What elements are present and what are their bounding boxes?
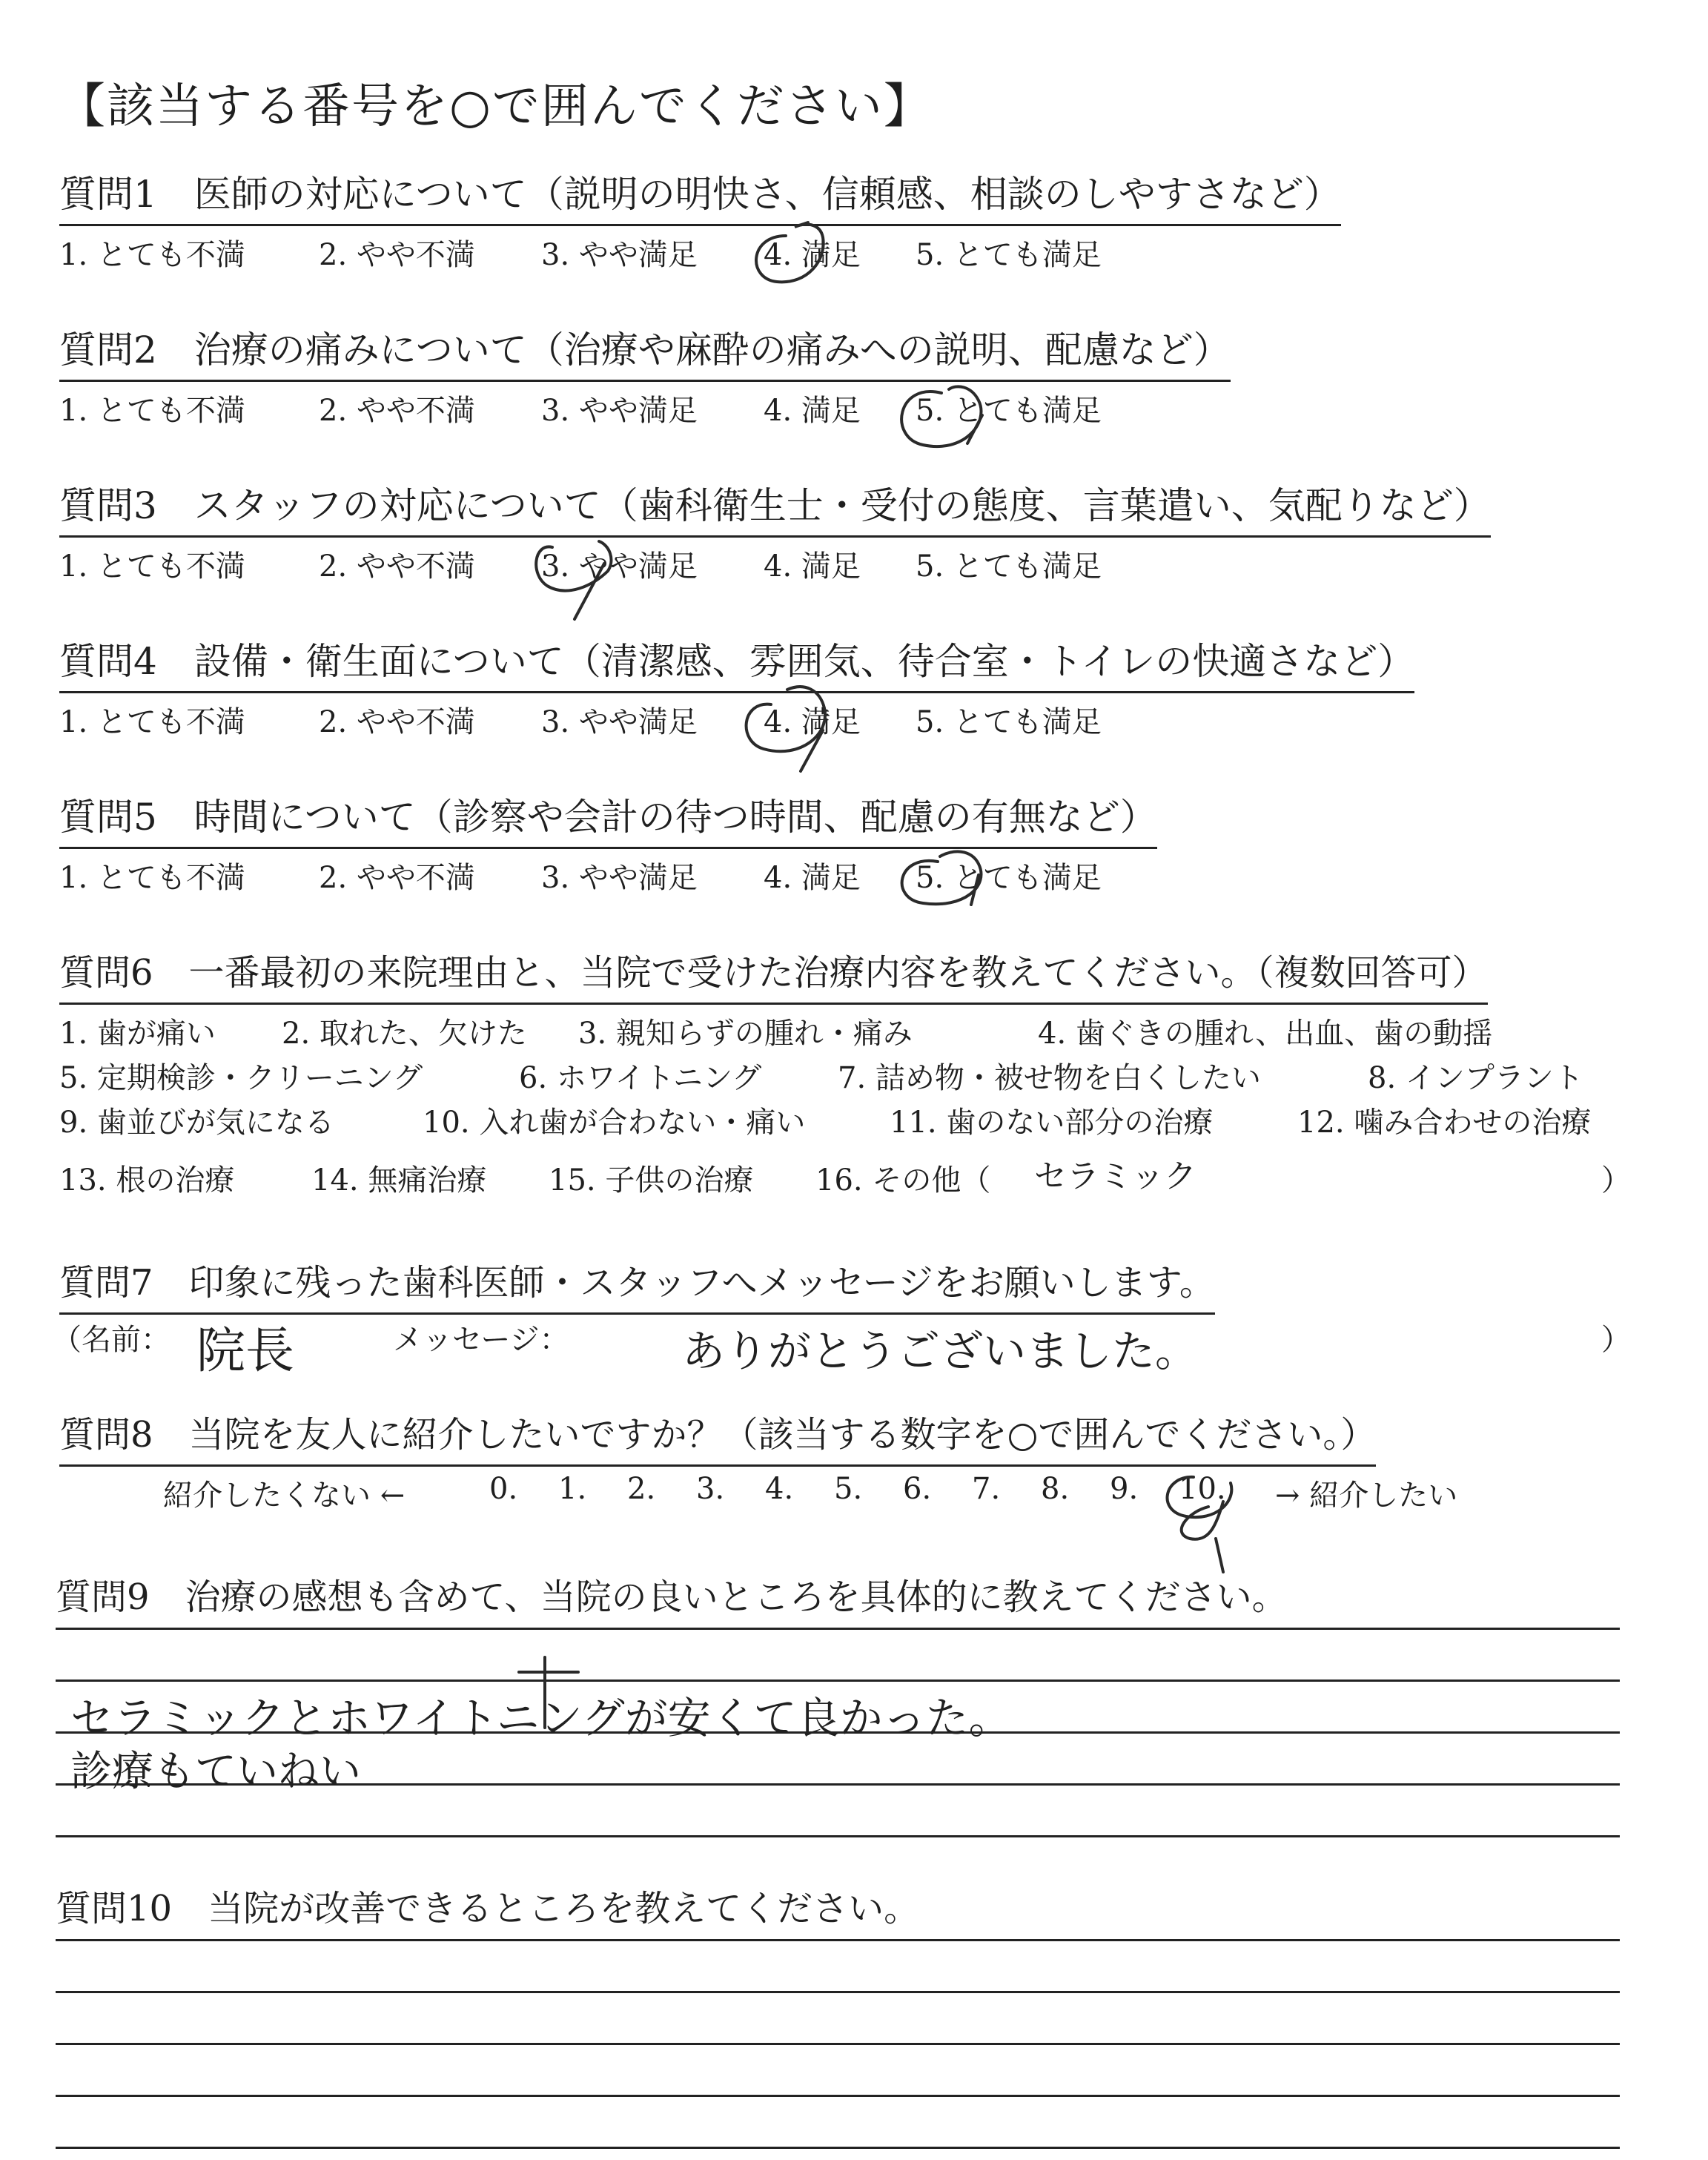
q2-option-1[interactable]: 1. とても不満 <box>59 394 245 428</box>
q7-close-paren: ） <box>1601 1323 1631 1357</box>
q4-option-3[interactable]: 3. やや満足 <box>541 705 698 739</box>
q2-option-2[interactable]: 2. やや不満 <box>319 394 475 428</box>
q9-handwritten-line-1: セラミックとホワイトニングが安くて良かった。 <box>70 1693 1012 1743</box>
q8-scale-1[interactable]: 1. <box>558 1472 587 1506</box>
q7-message-handwritten: ありがとうございました。 <box>682 1326 1199 1376</box>
q8-scale-10[interactable]: 10. <box>1179 1472 1226 1506</box>
q9-strike-mark <box>519 1657 578 1728</box>
q8-left-label: 紹介したくない ← <box>163 1479 406 1513</box>
q1-option-1[interactable]: 1. とても不満 <box>59 238 245 272</box>
q8-scale-7[interactable]: 7. <box>972 1472 1001 1506</box>
q4-circle-mark <box>747 687 825 771</box>
q4-option-5[interactable]: 5. とても満足 <box>916 705 1102 739</box>
q6-option-6[interactable]: 6. ホワイトニング <box>519 1061 762 1095</box>
q1-option-3[interactable]: 3. やや満足 <box>541 238 698 272</box>
q6-option-15[interactable]: 15. 子供の治療 <box>549 1163 754 1198</box>
q1-circle-mark <box>756 222 824 282</box>
q8-scale-4[interactable]: 4. <box>765 1472 794 1506</box>
q8-scale-6[interactable]: 6. <box>903 1472 932 1506</box>
q6-option-1[interactable]: 1. 歯が痛い <box>59 1017 216 1051</box>
q3-option-4[interactable]: 4. 満足 <box>764 549 861 584</box>
q3-circle-mark <box>536 541 611 619</box>
q6-other-handwritten: セラミック <box>1034 1157 1197 1195</box>
question-8-label: 質問8 当院を友人に紹介したいですか？（該当する数字を○で囲んでください。） <box>59 1413 1376 1467</box>
q8-scale-8[interactable]: 8. <box>1041 1472 1070 1506</box>
q2-option-4[interactable]: 4. 満足 <box>764 394 861 428</box>
q6-option-9[interactable]: 9. 歯並びが気になる <box>59 1106 334 1140</box>
q6-option-8[interactable]: 8. インプラント <box>1368 1061 1583 1095</box>
q7-name-handwritten: 院長 <box>196 1322 294 1379</box>
q2-circle-mark <box>901 386 982 446</box>
q4-option-4[interactable]: 4. 満足 <box>764 705 861 739</box>
q6-option-2[interactable]: 2. 取れた、欠けた <box>282 1017 527 1051</box>
q6-option-11[interactable]: 11. 歯のない部分の治療 <box>890 1106 1214 1140</box>
q2-option-5[interactable]: 5. とても満足 <box>916 394 1102 428</box>
q6-option-12[interactable]: 12. 噛み合わせの治療 <box>1297 1106 1592 1140</box>
page-title: 【該当する番号を○で囲んでください】 <box>58 79 933 134</box>
q8-right-label: → 紹介したい <box>1275 1479 1458 1513</box>
q3-option-3[interactable]: 3. やや満足 <box>541 549 698 584</box>
q5-circle-mark <box>902 851 982 905</box>
q8-scale-2[interactable]: 2. <box>627 1472 656 1506</box>
q4-option-1[interactable]: 1. とても不満 <box>59 705 245 739</box>
q2-option-3[interactable]: 3. やや満足 <box>541 394 698 428</box>
question-3-label: 質問3 スタッフの対応について（歯科衛生士・受付の態度、言葉遣い、気配りなど） <box>59 483 1491 538</box>
q6-option-4[interactable]: 4. 歯ぐきの腫れ、出血、歯の動揺 <box>1038 1017 1493 1051</box>
q1-option-2[interactable]: 2. やや不満 <box>319 238 475 272</box>
q8-scale-5[interactable]: 5. <box>834 1472 863 1506</box>
q9-handwritten-line-2: 診療もていねい <box>70 1748 361 1796</box>
question-6-label: 質問6 一番最初の来院理由と、当院で受けた治療内容を教えてください。（複数回答可） <box>59 951 1488 1005</box>
q6-close-paren: ） <box>1601 1163 1631 1198</box>
q8-scale-9[interactable]: 9. <box>1110 1472 1139 1506</box>
q8-scale-3[interactable]: 3. <box>696 1472 725 1506</box>
q6-option-5[interactable]: 5. 定期検診・クリーニング <box>59 1061 423 1095</box>
q3-option-5[interactable]: 5. とても満足 <box>916 549 1102 584</box>
q5-option-4[interactable]: 4. 満足 <box>764 861 861 895</box>
q4-option-2[interactable]: 2. やや不満 <box>319 705 475 739</box>
q6-option-13[interactable]: 13. 根の治療 <box>59 1163 235 1198</box>
q6-option-10[interactable]: 10. 入れ歯が合わない・痛い <box>423 1106 806 1140</box>
question-2-label: 質問2 治療の痛みについて（治療や麻酔の痛みへの説明、配慮など） <box>59 328 1231 382</box>
question-10-label: 質問10 当院が改善できるところを教えてください。 <box>56 1888 920 1929</box>
q7-message-label: メッセージ： <box>393 1323 569 1357</box>
question-1-label: 質問1 医師の対応について（説明の明快さ、信頼感、相談のしやすさなど） <box>59 172 1341 226</box>
q5-option-5[interactable]: 5. とても満足 <box>916 861 1102 895</box>
q5-option-3[interactable]: 3. やや満足 <box>541 861 698 895</box>
q5-option-2[interactable]: 2. やや不満 <box>319 861 475 895</box>
q6-option-3[interactable]: 3. 親知らずの腫れ・痛み <box>578 1017 913 1051</box>
q6-option-16[interactable]: 16. その他（ <box>815 1163 991 1198</box>
q7-name-label: （名前： <box>52 1323 171 1357</box>
q3-option-2[interactable]: 2. やや不満 <box>319 549 475 584</box>
q6-option-7[interactable]: 7. 詰め物・被せ物を白くしたい <box>838 1061 1261 1095</box>
question-7-label: 質問7 印象に残った歯科医師・スタッフへメッセージをお願いします。 <box>59 1261 1215 1315</box>
q6-option-14[interactable]: 14. 無痛治療 <box>311 1163 487 1198</box>
q8-scale-0[interactable]: 0. <box>489 1472 518 1506</box>
question-5-label: 質問5 時間について（診察や会計の待つ時間、配慮の有無など） <box>59 795 1157 849</box>
q1-option-4[interactable]: 4. 満足 <box>764 238 861 272</box>
q8-circle-mark <box>1168 1477 1232 1572</box>
question-4-label: 質問4 設備・衛生面について（清潔感、雰囲気、待合室・トイレの快適さなど） <box>59 639 1414 693</box>
q5-option-1[interactable]: 1. とても不満 <box>59 861 245 895</box>
question-9-label: 質問9 治療の感想も含めて、当院の良いところを具体的に教えてください。 <box>56 1576 1288 1618</box>
q3-option-1[interactable]: 1. とても不満 <box>59 549 245 584</box>
q1-option-5[interactable]: 5. とても満足 <box>916 238 1102 272</box>
